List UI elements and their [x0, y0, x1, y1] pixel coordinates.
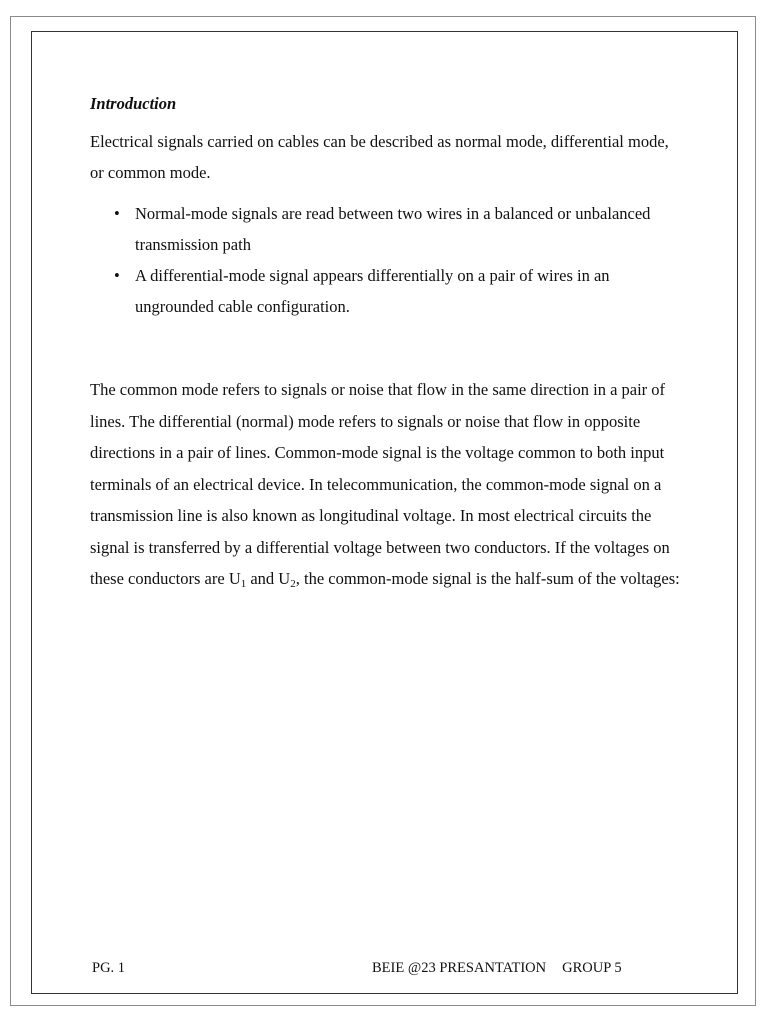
body-paragraph: The common mode refers to signals or noise that flow in the same direction in a pair of lines. The differential (normal) mode refers to signals or noise that flow in opposite directions in a pair of lines. Common-mode signal is the voltage common to both input terminals of an electrical device. In telecommunication, the common-mode signal on a transmission line is also known as longitudinal voltage. In most electrical circuits the signal is transferred by a differential voltage between two conductors. If the voltages on these conductors are $U_1$ and $U_2$, the common-mode signal is the half-sum of the voltages: [90, 380, 680, 590]
footer-title [372, 958, 622, 978]
group-label: GROUP 5 [562, 960, 622, 976]
presentation-title: BEIE @23 PRESANTATION [372, 960, 547, 976]
bullet-list [90, 198, 680, 322]
section-heading: Introduction [90, 94, 177, 113]
bullet-item: • A differential-mode signal appears differentially on a pair of wires in an ungrounded cable configuration. [135, 260, 680, 322]
page-number: PG. 1 [92, 960, 126, 976]
intro-paragraph: Electrical signals carried on cables can be described as normal mode, differential mode, or common mode. [90, 132, 669, 182]
bullet-item: • Normal-mode signals are read between two wires in a balanced or unbalanced transmission path [135, 198, 680, 260]
document-body [90, 92, 680, 595]
